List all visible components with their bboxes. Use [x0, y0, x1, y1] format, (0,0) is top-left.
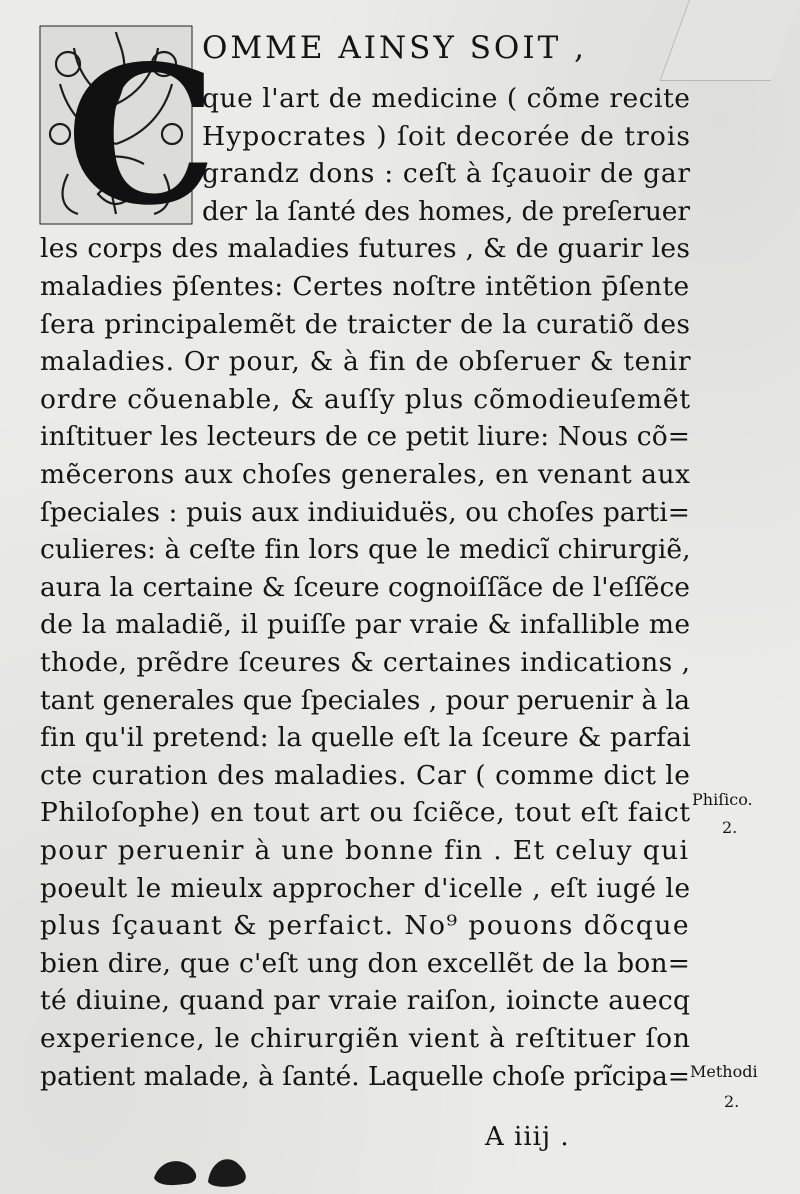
text-line: Hypocrates ) ſoit decorée de trois [202, 120, 692, 152]
margin-number-phisico: 2. [722, 818, 738, 837]
text-line: Philoſophe) en tout art ou ſciẽce, tout eſt faict [40, 797, 691, 829]
text-line: culieres: à ceſte fin lors que le medicĩ chirurgiẽ, [40, 534, 691, 566]
text-line: patient malade, à ſanté. Laquelle choſe prĩcipa= [40, 1060, 690, 1092]
ink-blot-icon [150, 1148, 260, 1188]
text-line: ſpeciales : puis aux indiuiduës, ou choſes parti= [40, 496, 691, 528]
text-line: aura la certaine & ſceure cognoiſſãce de l'eſſẽce [40, 571, 690, 603]
opening-heading: OMME AINSY SOIT , [202, 30, 587, 66]
page-corner [660, 0, 800, 81]
text-line: experience, le chirurgiẽn vient à reſtituer ſon [40, 1023, 691, 1054]
text-line: tant generales que ſpeciales , pour peruenir à la [40, 684, 691, 716]
text-line: cte curation des maladies. Car ( comme dict le [40, 759, 691, 791]
text-line: der la ſanté des homes, de preſeruer [202, 195, 690, 227]
text-line: que l'art de medicine ( cõme recite [202, 83, 691, 114]
margin-number-methodi: 2. [724, 1092, 740, 1111]
text-line: ſera principalemẽt de traicter de la curatiõ des [40, 308, 691, 340]
text-line: de la maladiẽ, il puiſſe par vraie & infallible me [40, 609, 691, 641]
text-line: plus ſçauant & perfaict. No⁹ pouons dõcque [40, 910, 690, 942]
text-line: fin qu'il pretend: la quelle eſt la ſceure & parfai [40, 722, 691, 754]
margin-note-phisico: Phiſico. [692, 790, 753, 809]
text-line: grandz dons : ceſt à ſçauoir de gar [202, 158, 691, 190]
text-line: maladies. Or pour, & à fin de obſeruer & tenir [40, 346, 692, 378]
signature-mark: A iiij . [485, 1122, 570, 1152]
text-line: bien dire, que c'eſt ung don excellẽt de la bon= [40, 947, 691, 979]
text-line: pour peruenir à une bonne fin . Et celuy qui [40, 835, 690, 866]
text-line: thode, prẽdre ſceures & certaines indications , [40, 647, 691, 678]
margin-note-methodi: Methodi [690, 1062, 758, 1081]
text-line: ordre cõuenable, & auſſy plus cõmodieuſemẽt [40, 383, 691, 415]
text-line: mẽcerons aux choſes generales, en venant aux [40, 459, 691, 490]
text-line: maladies p̄ſentes: Certes noſtre intẽtion p̄ſente [40, 271, 690, 302]
decorated-initial [38, 24, 218, 247]
text-line: les corps des maladies futures , & de guarir les [40, 233, 691, 265]
initial-letter: C [66, 24, 218, 247]
text-line: inſtituer les lecteurs de ce petit liure: Nous cõ= [40, 421, 691, 453]
decorated-initial-icon [38, 24, 218, 247]
text-line: té diuine, quand par vraie raiſon, ioincte auecq [40, 985, 691, 1017]
text-line: poeult le mieulx approcher d'icelle , eſt iugé le [40, 872, 691, 904]
